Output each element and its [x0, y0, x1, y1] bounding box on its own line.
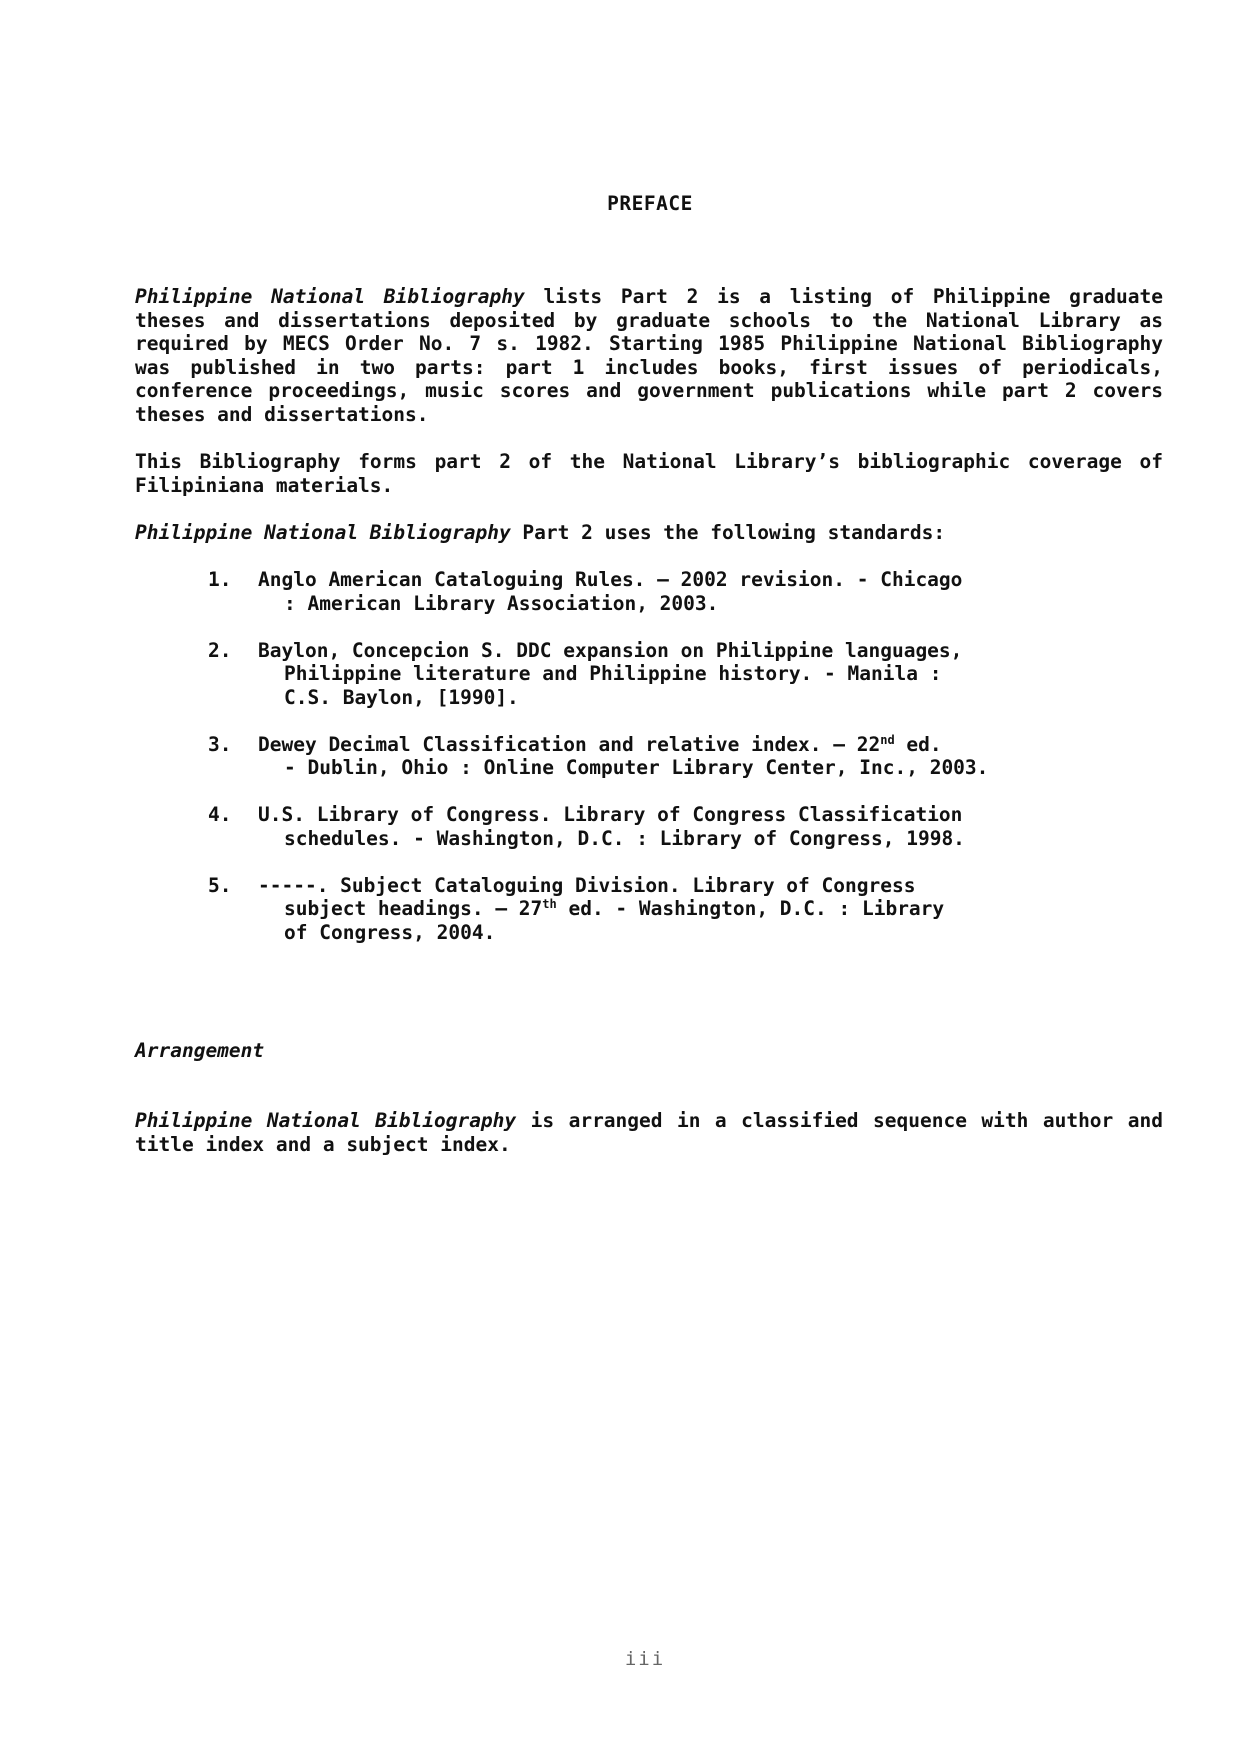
arrangement-title-italic: Philippine National Bibliography	[135, 1109, 517, 1132]
list-text: ed. - Washington, D.C. : Library	[556, 897, 945, 920]
list-line: - Dublin, Ohio : Online Computer Library Center, Inc., 2003.	[284, 756, 989, 779]
list-line: C.S. Baylon, [1990].	[284, 685, 519, 709]
list-line	[258, 733, 1108, 757]
list-line: U.S. Library of Congress. Library of Congress Classification	[258, 803, 963, 826]
list-number: 5.	[208, 873, 232, 897]
list-line: : American Library Association, 2003.	[284, 591, 719, 615]
intro-title-italic: Philippine National Bibliography	[135, 285, 525, 308]
list-line: schedules. - Washington, D.C. : Library of Congress, 1998.	[284, 826, 965, 850]
standards-intro-paragraph	[135, 521, 1163, 545]
standards-intro-title-italic: Philippine National Bibliography	[135, 521, 511, 544]
arrangement-text: is arranged in a classified sequence with author and title index and a subject index.	[135, 1109, 1163, 1156]
standards-list-item	[208, 803, 1108, 850]
ordinal-suffix: nd	[880, 732, 895, 747]
standards-list	[208, 568, 1108, 968]
list-line: Philippine literature and Philippine history. - Manila :	[284, 662, 942, 685]
arrangement-heading: Arrangement	[135, 1039, 265, 1062]
list-line	[258, 897, 1108, 921]
list-line: Anglo American Cataloguing Rules. – 2002 revision. - Chicago	[258, 568, 963, 591]
list-number: 2.	[208, 638, 232, 662]
list-number: 3.	[208, 732, 232, 756]
list-line: Baylon, Concepcion S. DDC expansion on Philippine languages,	[258, 638, 963, 662]
list-number: 1.	[208, 568, 232, 591]
list-text: subject headings. – 27	[284, 897, 543, 920]
standards-list-item	[208, 733, 1108, 780]
page-title: PREFACE	[607, 192, 693, 215]
list-line: of Congress, 2004.	[284, 920, 496, 944]
coverage-paragraph: This Bibliography forms part 2 of the National Library’s bibliographic coverage of Filipiniana materials.	[135, 450, 1163, 497]
list-number: 4.	[208, 803, 232, 826]
ordinal-suffix: th	[542, 897, 557, 911]
arrangement-paragraph	[135, 1109, 1163, 1156]
standards-list-item	[208, 874, 1108, 945]
intro-text: lists Part 2 is a listing of Philippine graduate theses and dissertations deposited by graduate schools to the National Library as required by MECS Order No. 7 s. 1982. Starting 1985 Philippine National Bibliography was published in two parts: part 1 includes books, first issues of periodicals, conference proceedings, music scores and government publications while part 2 covers theses and dissertations.	[135, 285, 1164, 426]
standards-list-item	[208, 568, 1108, 615]
list-text: Dewey Decimal Classification and relative index. – 22	[258, 732, 881, 756]
page-number: iii	[624, 1648, 666, 1670]
standards-intro-text: Part 2 uses the following standards:	[510, 521, 946, 544]
list-text: ed.	[894, 732, 942, 756]
list-line: -----. Subject Cataloguing Division. Library of Congress	[258, 873, 916, 897]
standards-list-item	[208, 639, 1108, 710]
intro-paragraph	[135, 285, 1163, 426]
